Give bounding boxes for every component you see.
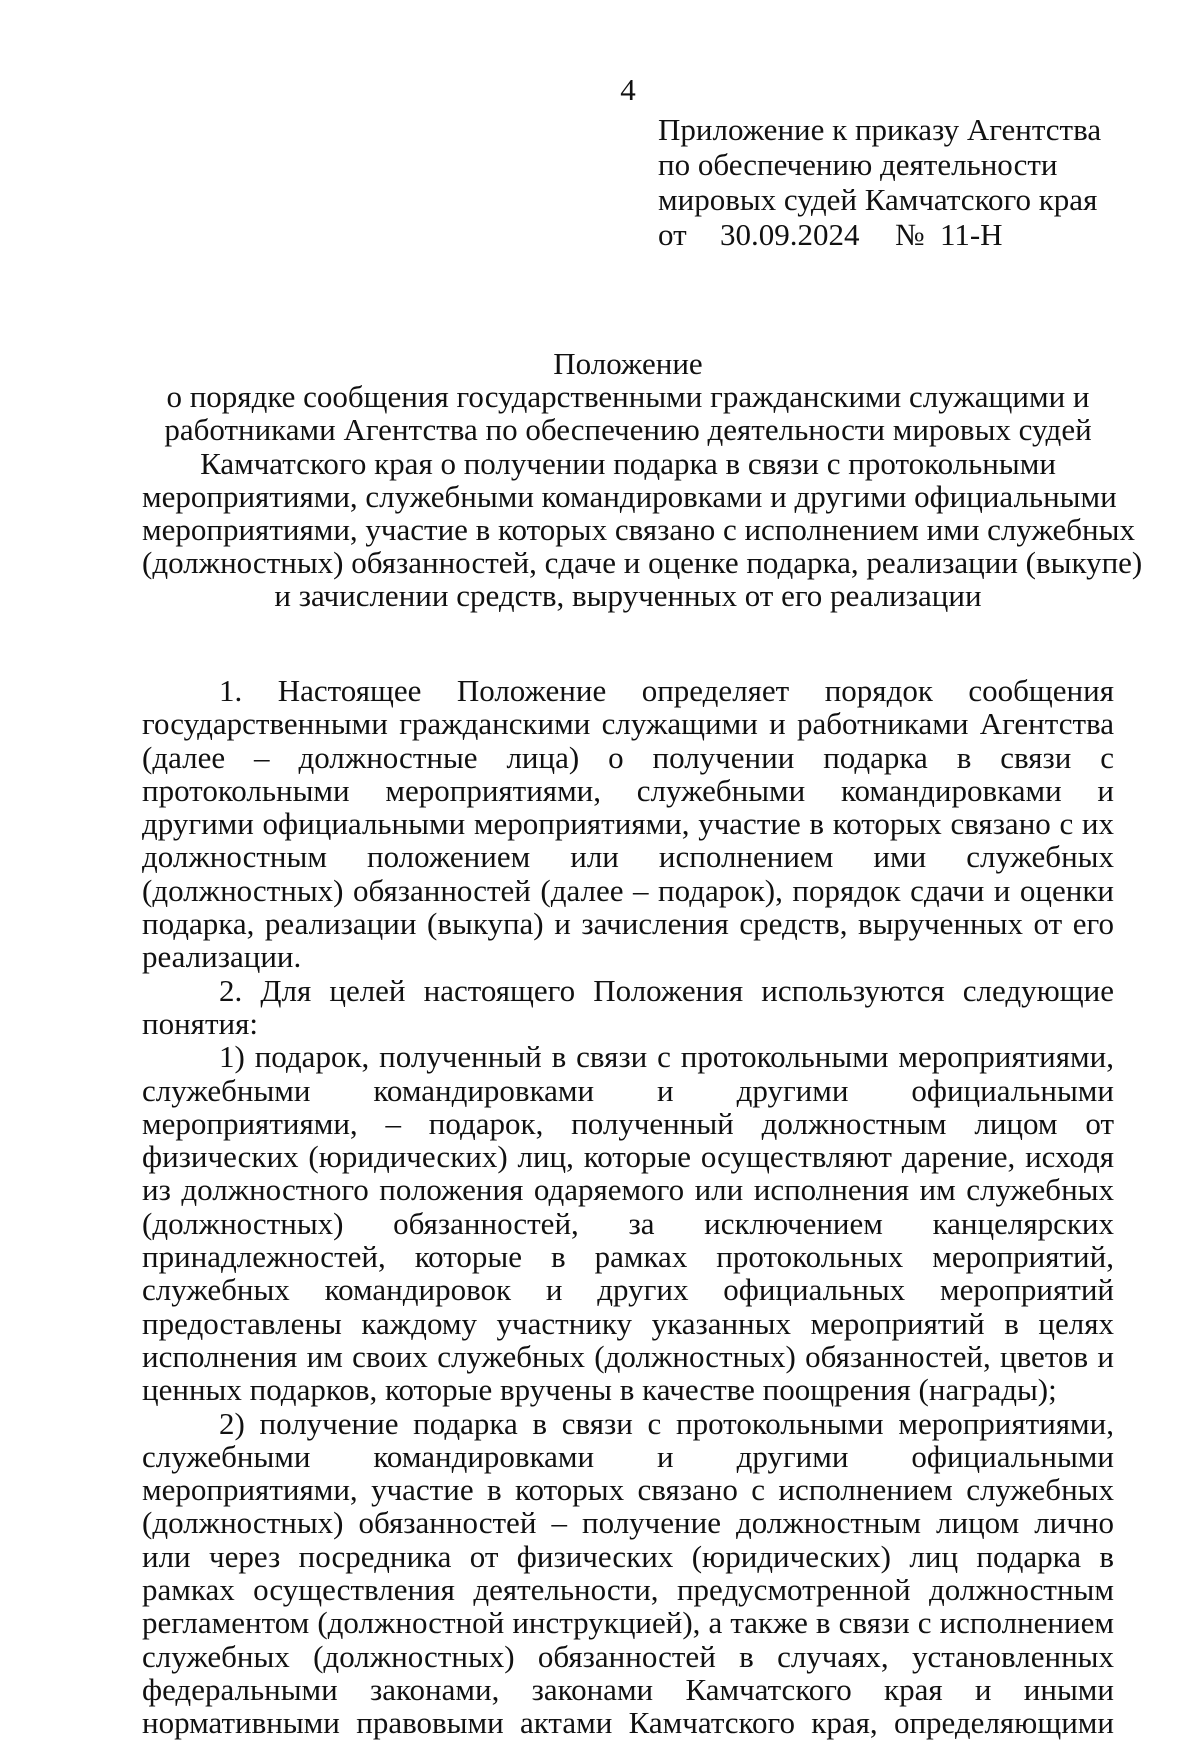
order-number: 11-Н — [940, 217, 1003, 252]
appendix-line-1: Приложение к приказу Агентства — [658, 112, 1102, 147]
title-line-3: Камчатского края о получении подарка в связи с протокольными — [200, 445, 1056, 481]
paragraph-2-item-2: 2) получение подарка в связи с протокольными мероприятиями, служебными командировками и другими официальными мероприятиями, участие в которых связано с исполнением служебных (должностных) обязанностей – получение должностным лицом лично или через посредника от физических (юридических) лиц подарка в рамках осуществления деятельности, предусмотренной должностным регламентом (должностной инструкцией), а также в связи с исполнением служебных (должностных) обязанностей в случаях, установленных федеральными законами, законами Камчатского края и иными нормативными правовыми актами Камчатского края, определяющими — [142, 1405, 1114, 1740]
document-title — [142, 346, 1143, 614]
order-number-sign: № — [895, 217, 925, 252]
title-heading: Положение — [553, 346, 703, 381]
title-line-7: и зачислении средств, вырученных от его реализации — [274, 578, 982, 614]
paragraph-2: 2. Для целей настоящего Положения используются следующие понятия: — [142, 972, 1114, 1041]
title-line-2: работниками Агентства по обеспечению деятельности мировых судей — [164, 412, 1092, 448]
title-line-5: мероприятиями, участие в которых связано с исполнением ими служебных — [142, 512, 1135, 548]
appendix-header — [658, 112, 1108, 252]
paragraph-1: 1. Настоящее Положение определяет порядок сообщения государственными гражданскими служащими и работниками Агентства (далее – должностные лица) о получении подарка в связи с протокольными мероприятиями, служебными командировками и другими официальными мероприятиями, участие в которых связано с их должностным положением или исполнением ими служебных (должностных) обязанностей (далее – подарок), порядок сдачи и оценки подарка, реализации (выкупа) и зачисления средств, вырученных от его реализации. — [142, 673, 1114, 975]
page-number: 4 — [620, 72, 636, 107]
order-prefix: от — [658, 217, 687, 252]
title-line-1: о порядке сообщения государственными гражданскими служащими и — [166, 379, 1090, 415]
order-date: 30.09.2024 — [720, 217, 860, 252]
appendix-line-2: по обеспечению деятельности — [658, 147, 1058, 182]
order-details — [658, 217, 1108, 252]
title-line-6: (должностных) обязанностей, сдаче и оценке подарка, реализации (выкупе) — [142, 545, 1143, 581]
paragraph-2-item-1: 1) подарок, полученный в связи с протокольными мероприятиями, служебными командировками и другими официальными мероприятиями, – подарок, полученный должностным лицом от физических (юридических) лиц, которые осуществляют дарение, исходя из должностного положения одаряемого или исполнения им служебных (должностных) обязанностей, за исключением канцелярских принадлежностей, которые в рамках протокольных мероприятий, служебных командировок и других официальных мероприятий предоставлены каждому участнику указанных мероприятий в целях исполнения им своих служебных (должностных) обязанностей, цветов и ценных подарков, которые вручены в качестве поощрения (награды); — [142, 1039, 1114, 1408]
document-body — [142, 674, 1114, 1740]
appendix-line-3: мировых судей Камчатского края — [658, 182, 1098, 217]
title-line-4: мероприятиями, служебными командировками и другими официальными — [142, 478, 1117, 514]
